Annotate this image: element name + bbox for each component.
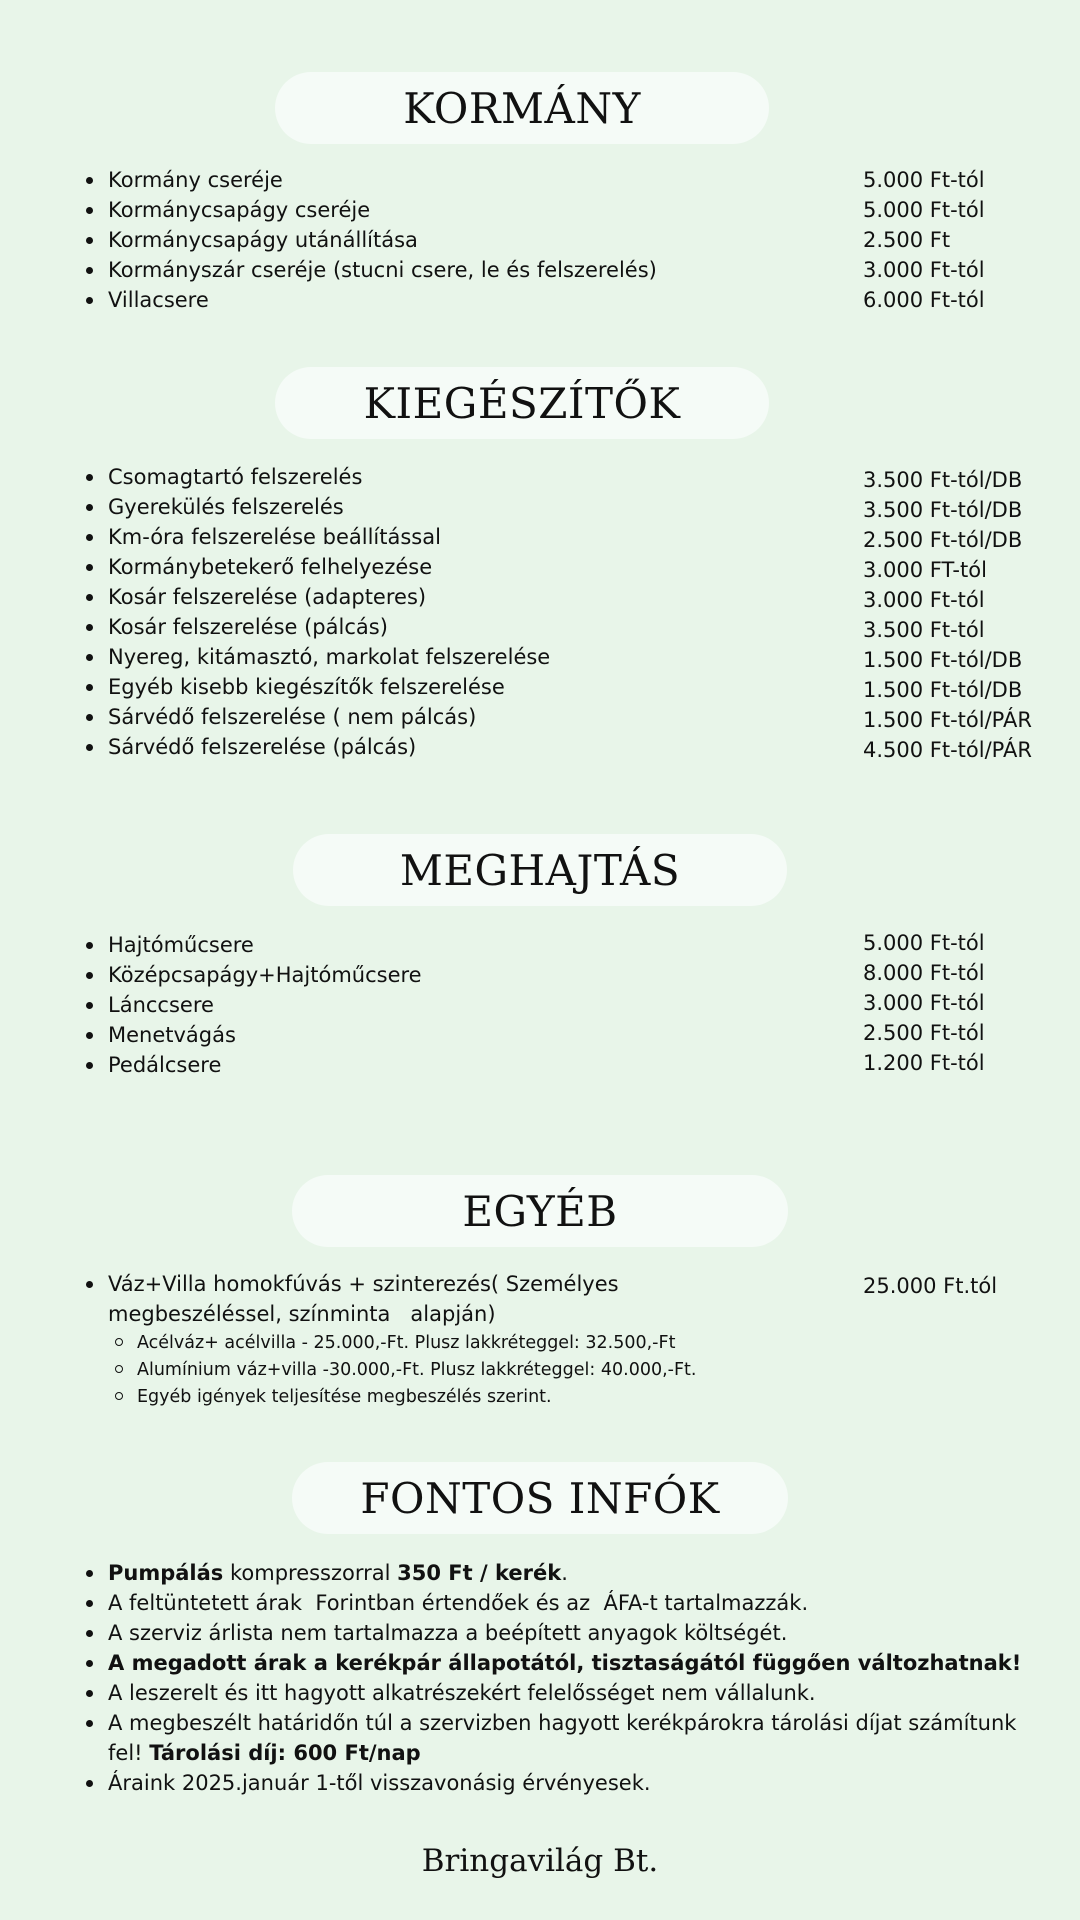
list-item [86,958,1046,988]
list-item [86,165,1046,195]
bullet-icon [86,714,93,721]
sub-item-label: Alumínium váz+villa -30.000,-Ft. Plusz lakkréteggel: 40.000,-Ft. [137,1360,697,1380]
service-price: 3.500 Ft-tól [863,618,985,642]
info-item-storage [86,1708,1046,1768]
bullet-icon [86,1720,93,1727]
info-text: A szerviz árlista nem tartalmazza a beépített anyagok költségét. [108,1621,788,1645]
info-item-warning [86,1648,1046,1678]
price-list-kiegeszitok [86,462,1046,762]
list-item [86,582,1046,612]
info-text: A feltüntetett árak Forintban értendőek és az ÁFA-t tartalmazzák. [108,1591,809,1615]
service-price: 4.500 Ft-tól/PÁR [863,738,1032,762]
section-title: KIEGÉSZÍTŐK [363,378,681,428]
bullet-icon [86,1660,93,1667]
info-item [86,1588,1046,1618]
info-text: fel! [108,1741,150,1765]
bullet-icon [86,624,93,631]
service-price: 1.500 Ft-tól/PÁR [863,708,1032,732]
storage-fee: Tárolási díj: 600 Ft/nap [149,1741,421,1765]
bullet-icon [86,654,93,661]
service-price: 2.500 Ft [863,228,951,252]
service-price: 5.000 Ft-tól [863,931,985,955]
service-label: Gyerekülés felszerelés [108,495,344,519]
service-label: Kormánycsapágy utánállítása [108,228,418,252]
info-item [86,1618,1046,1648]
pump-price: 350 Ft / kerék [397,1561,562,1585]
service-price: 3.000 Ft-tól [863,258,985,282]
list-item [86,642,1046,672]
price-list-kormany [86,165,1046,315]
service-label: Sárvédő felszerelése (pálcás) [108,735,417,759]
service-label: Km-óra felszerelése beállítással [108,525,441,549]
service-price: 2.500 Ft-tól [863,1021,985,1045]
service-price: 3.000 FT-tól [863,558,987,582]
bullet-icon [86,942,93,949]
price-list-meghajtas [86,928,1046,1078]
service-label: Kosár felszerelése (adapteres) [108,585,427,609]
section-title: MEGHAJTÁS [399,845,681,895]
section-header-kormany [275,72,769,144]
info-item [86,1768,1046,1798]
service-label: Csomagtartó felszerelés [108,465,363,489]
bullet-icon [86,1690,93,1697]
list-item [86,672,1046,702]
price-list-egyeb [86,1269,1046,1329]
service-label: Kormányszár cseréje (stucni csere, le és felszerelés) [108,258,657,282]
bullet-icon [86,504,93,511]
service-label: Sárvédő felszerelése ( nem pálcás) [108,705,477,729]
list-item [86,1048,1046,1078]
info-item-pump [86,1558,1046,1588]
service-price: 1.500 Ft-tól/DB [863,648,1023,672]
bullet-icon [86,237,93,244]
hollow-bullet-icon [115,1338,123,1346]
bullet-icon [86,684,93,691]
list-item [86,732,1046,762]
service-label: Egyéb kisebb kiegészítők felszerelése [108,675,505,699]
service-price: 5.000 Ft-tól [863,198,985,222]
bullet-icon [86,744,93,751]
section-header-egyeb [292,1175,788,1247]
service-label: Kosár felszerelése (pálcás) [108,615,388,639]
section-title: KORMÁNY [403,83,641,133]
bullet-icon [86,1630,93,1637]
list-item [86,612,1046,642]
list-item [86,195,1046,225]
bullet-icon [86,1780,93,1787]
bullet-icon [86,207,93,214]
pump-text: kompresszorral [223,1561,398,1585]
bullet-icon [86,1600,93,1607]
info-text: Áraink 2025.január 1-től visszavonásig érvényesek. [108,1771,651,1795]
list-item [86,1018,1046,1048]
bullet-icon [86,297,93,304]
info-text: A megadott árak a kerékpár állapotától, tisztaságától függően változhatnak! [108,1651,1022,1675]
bullet-icon [86,177,93,184]
section-title: EGYÉB [462,1186,618,1236]
list-item [86,928,1046,958]
service-price: 8.000 Ft-tól [863,961,985,985]
pump-label: Pumpálás [108,1561,224,1585]
bullet-icon [86,564,93,571]
section-header-kiegeszitok [275,367,769,439]
service-price: 1.200 Ft-tól [863,1051,985,1075]
list-item [86,462,1046,492]
list-item [86,702,1046,732]
info-text: A leszerelt és itt hagyott alkatrészekért felelősséget nem vállalunk. [108,1681,816,1705]
list-item [86,522,1046,552]
bullet-icon [86,474,93,481]
list-item [86,552,1046,582]
bullet-icon [86,534,93,541]
list-item [86,285,1046,315]
bullet-icon [86,1002,93,1009]
list-item [86,225,1046,255]
service-price: 3.000 Ft-tól [863,588,985,612]
service-label: Villacsere [108,288,209,312]
bullet-icon [86,1570,93,1577]
service-label: Kormány cseréje [108,168,283,192]
list-item [86,255,1046,285]
service-label: Kormánycsapágy cseréje [108,198,371,222]
service-label: Nyereg, kitámasztó, markolat felszerelése [108,645,551,669]
service-label: Pedálcsere [108,1053,222,1077]
service-label: Kormánybetekerő felhelyezése [108,555,433,579]
hollow-bullet-icon [115,1392,123,1400]
section-title: FONTOS INFÓK [360,1473,720,1523]
bullet-icon [86,267,93,274]
bullet-icon [86,594,93,601]
info-list [86,1558,1046,1798]
service-label-line1: Váz+Villa homokfúvás + szinterezés( Személyes [108,1272,619,1296]
bullet-icon [86,1062,93,1069]
service-price: 2.500 Ft-tól/DB [863,528,1023,552]
service-label: Lánccsere [108,993,214,1017]
section-header-fontos [292,1462,788,1534]
company-name: Bringavilág Bt. [421,1843,659,1879]
service-label-line2: megbeszéléssel, színminta alapján) [108,1302,496,1326]
service-price: 6.000 Ft-tól [863,288,985,312]
bullet-icon [86,972,93,979]
list-item [86,492,1046,522]
bullet-icon [86,1032,93,1039]
sub-item-label: Egyéb igények teljesítése megbeszélés szerint. [137,1387,552,1407]
info-text: A megbeszélt határidőn túl a szervizben hagyott kerékpárokra tárolási díjat számítunk [108,1711,1017,1735]
service-price: 3.500 Ft-tól/DB [863,468,1023,492]
bullet-icon [86,1281,93,1288]
list-item [86,988,1046,1018]
list-item [86,1269,1046,1329]
service-price: 1.500 Ft-tól/DB [863,678,1023,702]
service-price: 5.000 Ft-tól [863,168,985,192]
pump-end: . [561,1561,568,1585]
info-item [86,1678,1046,1708]
service-label: Középcsapágy+Hajtóműcsere [108,963,422,987]
service-price: 25.000 Ft.tól [863,1274,998,1298]
service-price: 3.000 Ft-tól [863,991,985,1015]
service-label: Menetvágás [108,1023,236,1047]
sub-item-label: Acélváz+ acélvilla - 25.000,-Ft. Plusz lakkréteggel: 32.500,-Ft [137,1333,676,1353]
hollow-bullet-icon [115,1365,123,1373]
service-price: 3.500 Ft-tól/DB [863,498,1023,522]
section-header-meghajtas [293,834,787,906]
service-label: Hajtóműcsere [108,933,254,957]
